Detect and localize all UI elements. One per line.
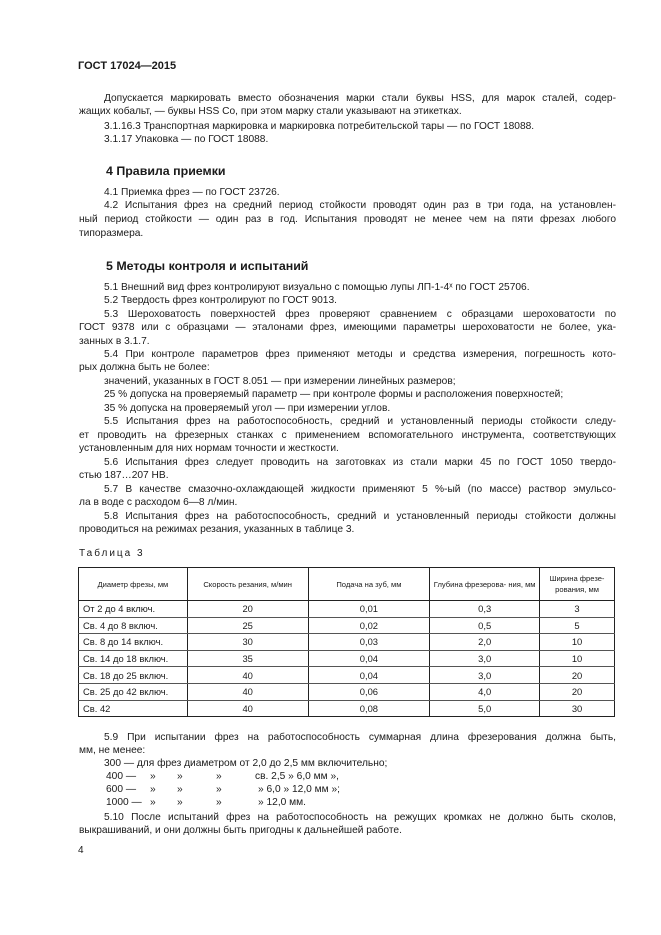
- paragraph-line: установленным для них нормам точности и жесткости.: [79, 443, 339, 454]
- paragraph-line: Допускается маркировать вместо обозначения марки стали буквы HSS, для марок сталей, содер-: [104, 93, 616, 104]
- paragraph-line: 35 % допуска на проверяемый угол — при измерении углов.: [104, 403, 391, 414]
- table-cell: 2,0: [430, 634, 540, 651]
- paragraph-line: 5.5 Испытания фрез на работоспособность, средний и установленный периоды стойкости следу-: [104, 416, 616, 427]
- table-header-cell: Ширина фрезе- рования, мм: [540, 568, 615, 601]
- ditto-mark: »: [177, 784, 183, 795]
- table-cell: 10: [540, 650, 615, 667]
- table-cell: 10: [540, 634, 615, 651]
- length-value: 400 —: [106, 771, 137, 782]
- ditto-mark: »: [177, 771, 183, 782]
- paragraph-line: типоразмера.: [79, 228, 144, 239]
- table-cell: 30: [187, 634, 308, 651]
- table-cell: 3: [540, 601, 615, 618]
- table-header-cell: Глубина фрезерова- ния, мм: [430, 568, 540, 601]
- section-heading-5: 5 Методы контроля и испытаний: [106, 259, 309, 273]
- table-cell: 35: [187, 650, 308, 667]
- table-cell: 0,01: [308, 601, 430, 618]
- table-cell: 20: [187, 601, 308, 618]
- paragraph-line: 5.3 Шероховатость поверхностей фрез проверяют сравнением с образцами шероховатости по: [104, 309, 616, 320]
- table-cell: Св. 4 до 8 включ.: [79, 617, 188, 634]
- paragraph-line: 4.1 Приемка фрез — по ГОСТ 23726.: [104, 187, 280, 198]
- paragraph-line: 5.9 При испытании фрез на работоспособность суммарная длина фрезерования должна быть,: [104, 732, 616, 743]
- paragraph-line: 5.4 При контроле параметров фрез применяют методы и средства измерения, погрешность кото-: [104, 349, 616, 360]
- paragraph-line: выкрашиваний, и они должны быть пригодны к дальнейшей работе.: [79, 825, 402, 836]
- table-header-cell: Скорость резания, м/мин: [187, 568, 308, 601]
- table-row: [79, 700, 615, 717]
- table-cell: Св. 18 до 25 включ.: [79, 667, 188, 684]
- table-cell: 40: [187, 700, 308, 717]
- cutting-modes-table: [78, 567, 615, 717]
- table-row: [79, 683, 615, 700]
- length-value: 1000 —: [106, 797, 142, 808]
- table-cell: 0,08: [308, 700, 430, 717]
- paragraph-line: 5.10 После испытаний фрез на работоспособность на режущих кромках не должно быть сколов,: [104, 812, 616, 823]
- table-cell: 0,3: [430, 601, 540, 618]
- paragraph-line: рых должна быть не более:: [79, 362, 210, 373]
- ditto-mark: »: [216, 797, 222, 808]
- table-header-cell: Подача на зуб, мм: [308, 568, 430, 601]
- table-cell: От 2 до 4 включ.: [79, 601, 188, 618]
- table-cell: 30: [540, 700, 615, 717]
- paragraph-line: 5.7 В качестве смазочно-охлаждающей жидкости применяют 5 %-ый (по массе) раствор эмульсо-: [104, 484, 616, 495]
- page-number: 4: [78, 845, 84, 856]
- paragraph-line: ла в воде с расходом 6—8 л/мин.: [79, 497, 238, 508]
- table-row: [79, 650, 615, 667]
- table-cell: 25: [187, 617, 308, 634]
- table-cell: Св. 25 до 42 включ.: [79, 683, 188, 700]
- paragraph-line: жащих кобальт, — буквы HSS Co, при этом марку стали указывают на этикетках.: [79, 106, 462, 117]
- table-cell: 40: [187, 683, 308, 700]
- table-row: [79, 601, 615, 618]
- paragraph-line: 5.6 Испытания фрез следует проводить на заготовках из стали марки 45 по ГОСТ 1050 твердо-: [104, 457, 616, 468]
- length-value: 600 —: [106, 784, 137, 795]
- document-header: ГОСТ 17024—2015: [78, 60, 177, 72]
- table-cell: 4,0: [430, 683, 540, 700]
- table-cell: 3,0: [430, 667, 540, 684]
- table-cell: 0,04: [308, 650, 430, 667]
- table-cell: 20: [540, 667, 615, 684]
- paragraph-line: 5.1 Внешний вид фрез контролируют визуально с помощью лупы ЛП-1-4ˣ по ГОСТ 25706.: [104, 282, 530, 293]
- paragraph-line: 3.1.17 Упаковка — по ГОСТ 18088.: [104, 134, 269, 145]
- paragraph-line: мм, не менее:: [79, 745, 146, 756]
- paragraph-line: 4.2 Испытания фрез на средний период стойкости проводят один раз в три года, на установлен-: [104, 200, 616, 211]
- paragraph-line: 5.2 Твердость фрез контролируют по ГОСТ 9013.: [104, 295, 337, 306]
- table-cell: 0,02: [308, 617, 430, 634]
- table-header-cell: Диаметр фрезы, мм: [79, 568, 188, 601]
- ditto-mark: »: [150, 771, 156, 782]
- table-cell: 40: [187, 667, 308, 684]
- paragraph-line: проводиться на режимах резания, указанных в таблице 3.: [79, 524, 355, 535]
- table-cell: Св. 42: [79, 700, 188, 717]
- length-range: » 6,0 » 12,0 мм »;: [258, 784, 340, 795]
- length-range: » 12,0 мм.: [258, 797, 306, 808]
- table-cell: Св. 8 до 14 включ.: [79, 634, 188, 651]
- table-cell: 5: [540, 617, 615, 634]
- table-cell: 0,06: [308, 683, 430, 700]
- paragraph-line: занных в 3.1.7.: [79, 336, 150, 347]
- table-header-row: [79, 568, 615, 601]
- table-cell: 0,04: [308, 667, 430, 684]
- paragraph-line: значений, указанных в ГОСТ 8.051 — при измерении линейных размеров;: [104, 376, 456, 387]
- table-cell: Св. 14 до 18 включ.: [79, 650, 188, 667]
- paragraph-line: ет проводить на фрезерных станках с применением вспомогательного инструмента, соответствующих: [79, 430, 616, 441]
- paragraph-line: 300 — для фрез диаметром от 2,0 до 2,5 мм включительно;: [104, 758, 388, 769]
- paragraph-line: ГОСТ 9378 или с образцами — эталонами фрез, имеющими параметры шероховатости не более, ука-: [79, 322, 616, 333]
- table-cell: 0,03: [308, 634, 430, 651]
- table-caption: Таблица 3: [79, 548, 145, 559]
- paragraph-line: ный период стойкости — один раз в год. Испытания проводят не менее чем на пяти фрезах любого: [79, 214, 616, 225]
- paragraph-line: стью 187…207 НВ.: [79, 470, 169, 481]
- ditto-mark: »: [177, 797, 183, 808]
- ditto-mark: »: [150, 784, 156, 795]
- table-row: [79, 634, 615, 651]
- ditto-mark: »: [150, 797, 156, 808]
- paragraph-line: 5.8 Испытания фрез на работоспособность, средний и установленный периоды стойкости должны: [104, 511, 616, 522]
- table-row: [79, 667, 615, 684]
- section-heading-4: 4 Правила приемки: [106, 164, 226, 178]
- table-cell: 0,5: [430, 617, 540, 634]
- table-row: [79, 617, 615, 634]
- paragraph-line: 25 % допуска на проверяемый параметр — при контроле формы и расположения поверхностей;: [104, 389, 564, 400]
- length-range: св. 2,5 » 6,0 мм »,: [255, 771, 339, 782]
- table-cell: 5,0: [430, 700, 540, 717]
- table-cell: 20: [540, 683, 615, 700]
- paragraph-line: 3.1.16.3 Транспортная маркировка и маркировка потребительской тары — по ГОСТ 18088.: [104, 121, 535, 132]
- table-cell: 3,0: [430, 650, 540, 667]
- ditto-mark: »: [216, 771, 222, 782]
- ditto-mark: »: [216, 784, 222, 795]
